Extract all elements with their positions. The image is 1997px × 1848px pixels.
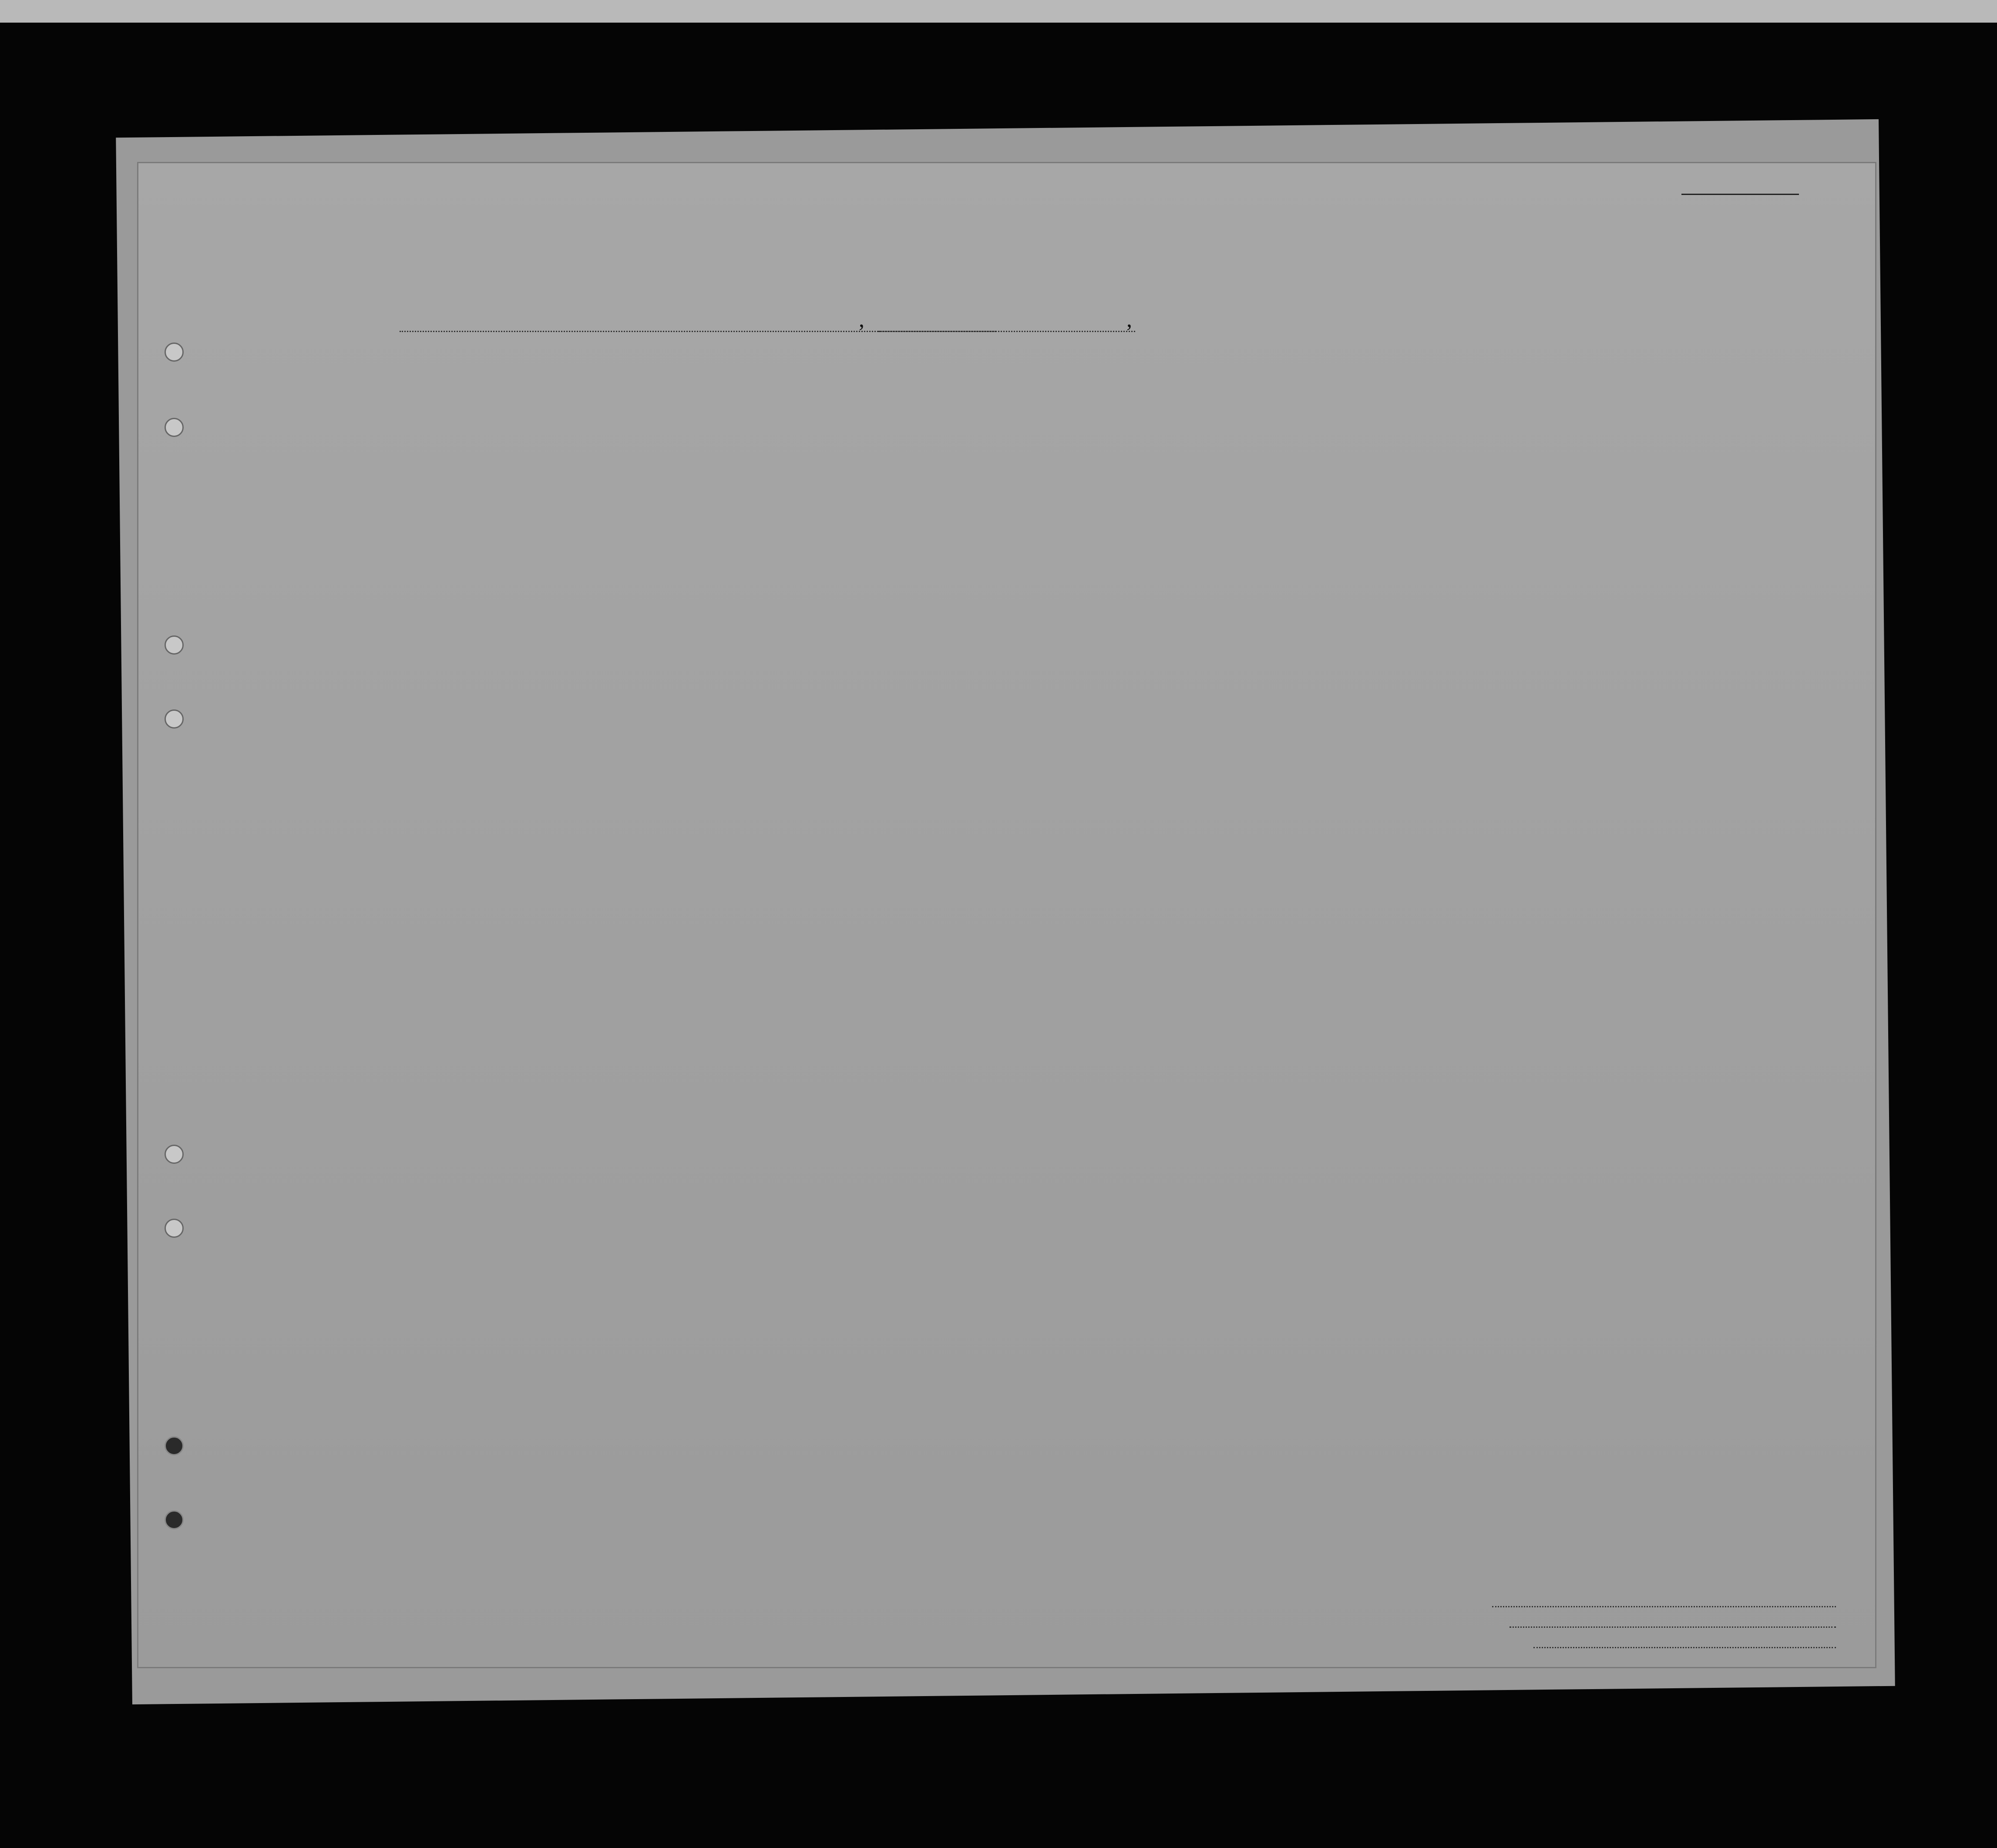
local-agents-field bbox=[1533, 1647, 1836, 1648]
binder-hole bbox=[165, 1219, 184, 1238]
manifest-grid bbox=[138, 163, 1875, 1667]
binder-hole bbox=[165, 343, 184, 362]
binder-hole bbox=[165, 1145, 184, 1164]
binder-hole bbox=[165, 709, 184, 729]
comma: , bbox=[859, 307, 864, 332]
manifest-sheet bbox=[138, 163, 1875, 1667]
binder-hole bbox=[165, 635, 184, 655]
scanner-top-band bbox=[0, 0, 1997, 23]
comma: , bbox=[1126, 307, 1132, 332]
binder-hole bbox=[165, 1510, 184, 1529]
binder-hole bbox=[165, 1436, 184, 1455]
owners-field bbox=[1510, 1626, 1836, 1628]
binder-hole bbox=[165, 418, 184, 437]
line-field bbox=[1492, 1606, 1836, 1607]
